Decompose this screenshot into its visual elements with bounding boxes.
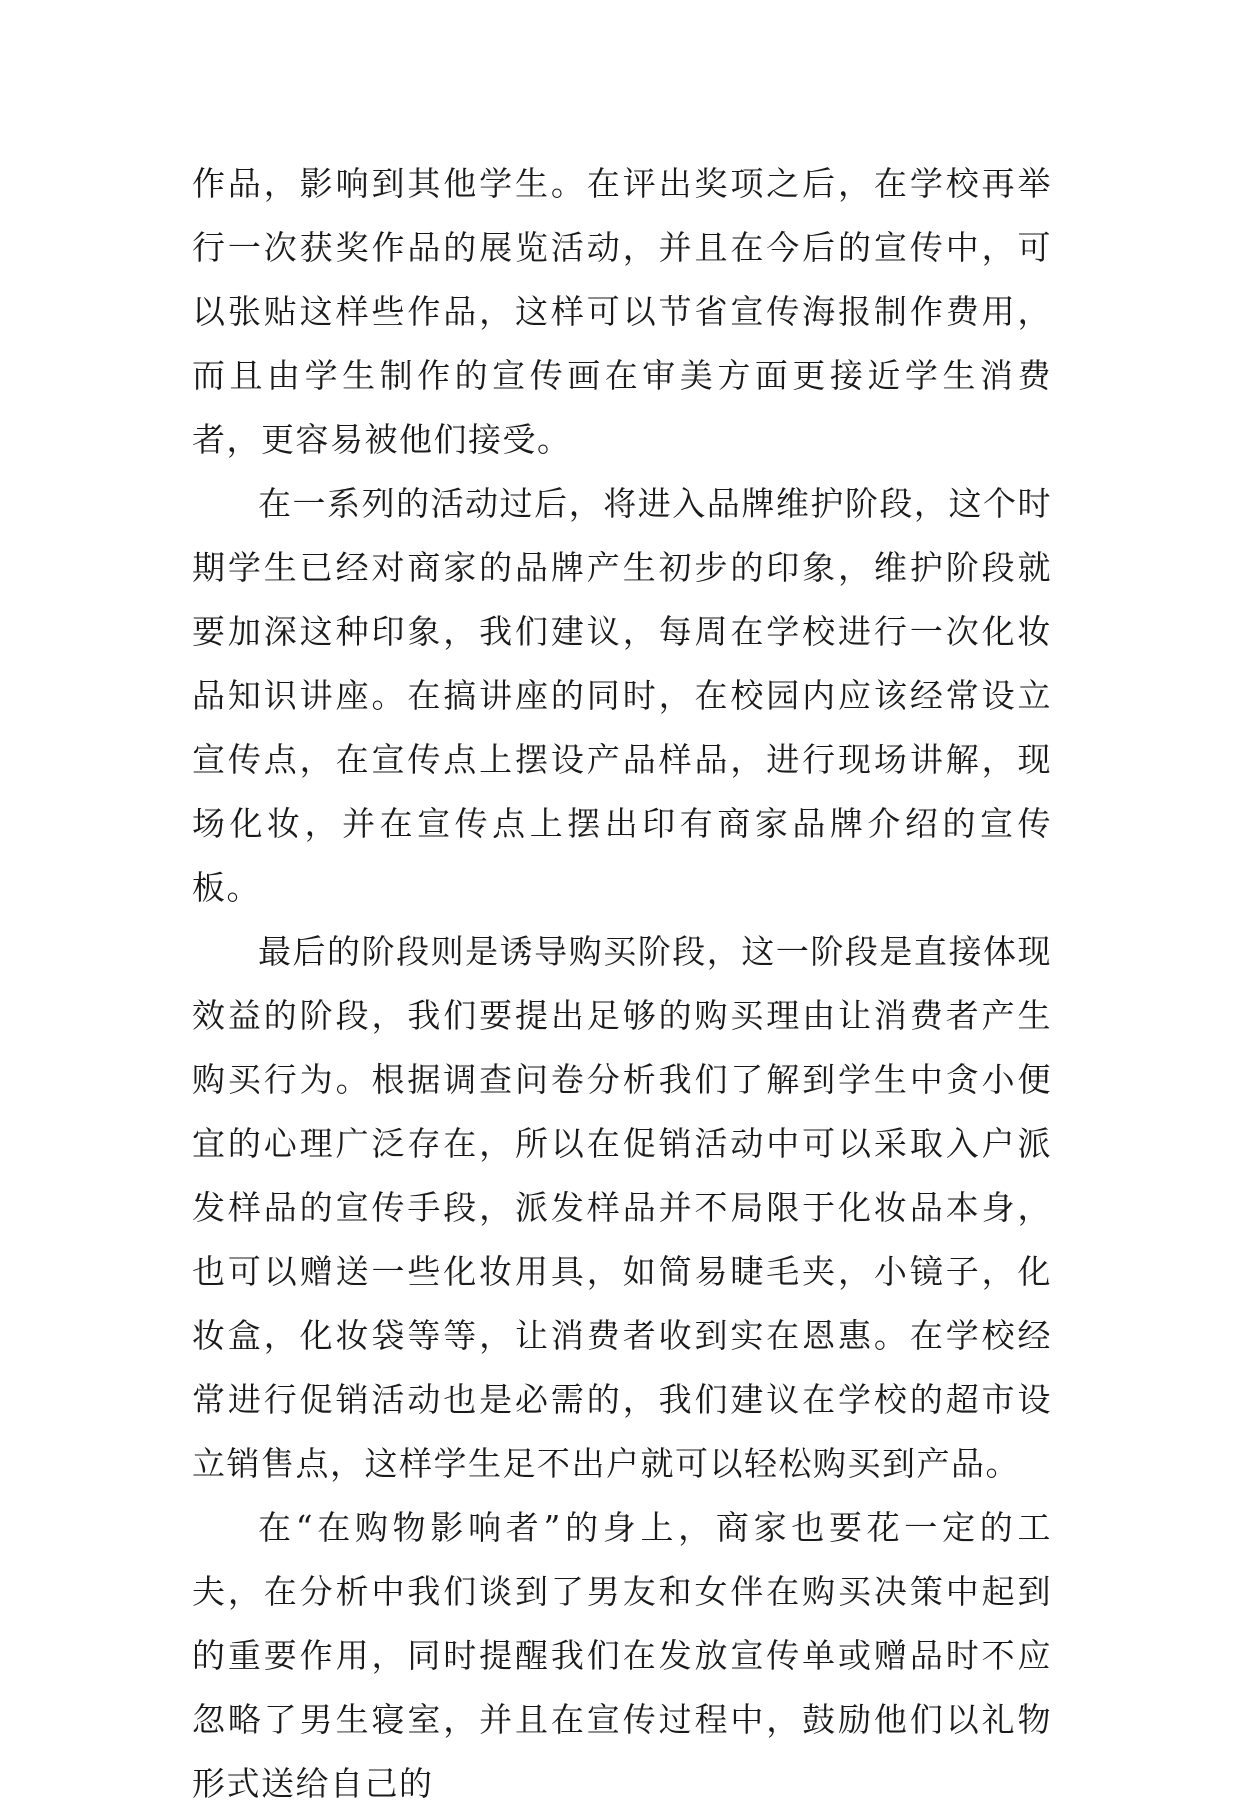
paragraph-1: 作品，影响到其他学生。在评出奖项之后，在学校再举行一次获奖作品的展览活动，并且在今后的宣传中，可以张贴这样些作品，这样可以节省宣传海报制作费用，而且由学生制作的宣传画在审美方面更接近学生消费者，更容易被他们接受。 [192, 164, 1052, 459]
paragraph-2: 在一系列的活动过后，将进入品牌维护阶段，这个时期学生已经对商家的品牌产生初步的印象，维护阶段就要加深这种印象，我们建议，每周在学校进行一次化妆品知识讲座。在搞讲座的同时，在校园内应该经常设立宣传点，在宣传点上摆设产品样品，进行现场讲解，现场化妆，并在宣传点上摆出印有商家品牌介绍的宣传板。 [192, 484, 1052, 907]
paragraph-3: 最后的阶段则是诱导购买阶段，这一阶段是直接体现效益的阶段，我们要提出足够的购买理由让消费者产生购买行为。根据调查问卷分析我们了解到学生中贪小便宜的心理广泛存在，所以在促销活动中可以采取入户派发样品的宣传手段，派发样品并不局限于化妆品本身，也可以赠送一些化妆用具，如简易睫毛夹，小镜子，化妆盒，化妆袋等等，让消费者收到实在恩惠。在学校经常进行促销活动也是必需的，我们建议在学校的超市设立销售点，这样学生足不出户就可以轻松购买到产品。 [192, 932, 1052, 1483]
paragraph-4: 在“在购物影响者”的身上，商家也要花一定的工夫，在分析中我们谈到了男友和女伴在购买决策中起到的重要作用，同时提醒我们在发放宣传单或赠品时不应忽略了男生寝室，并且在宣传过程中，鼓励他们以礼物形式送给自己的 [192, 1508, 1052, 1803]
body-text [192, 152, 1052, 1816]
